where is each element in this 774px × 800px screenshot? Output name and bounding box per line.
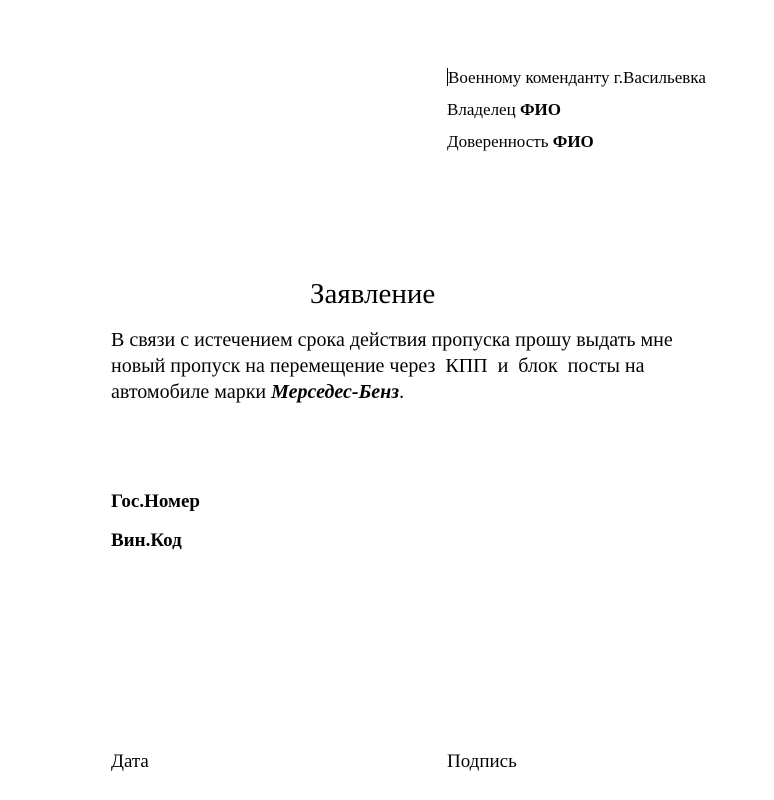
application-body: [111, 327, 751, 405]
date-label: Дата: [111, 751, 149, 772]
document-title: Заявление: [310, 278, 436, 310]
proxy-value: ФИО: [552, 132, 594, 151]
addressee-commandant: Военному коменданту г.Васильевка: [448, 68, 706, 87]
car-brand: Мерседес-Бенз: [271, 381, 400, 403]
proxy-label: Доверенность: [447, 132, 549, 151]
body-line-3-prefix: автомобиле марки: [111, 381, 272, 403]
body-line-1: В связи с истечением срока действия пропуска прошу выдать мне: [111, 329, 673, 351]
proxy-line: [447, 132, 706, 152]
body-line-3-suffix: .: [399, 381, 405, 403]
body-line-3: [111, 379, 751, 405]
vin-code-label: Вин.Код: [111, 530, 182, 551]
body-line-2: новый пропуск на перемещение через КПП и блок посты на: [111, 355, 645, 377]
addressee-block: [447, 68, 706, 152]
registration-number-label: Гос.Номер: [111, 491, 200, 512]
owner-value: ФИО: [519, 100, 562, 119]
owner-line: [447, 100, 706, 120]
signature-label: Подпись: [447, 751, 517, 772]
addressee-line: [447, 68, 706, 88]
owner-label: Владелец: [447, 100, 516, 119]
